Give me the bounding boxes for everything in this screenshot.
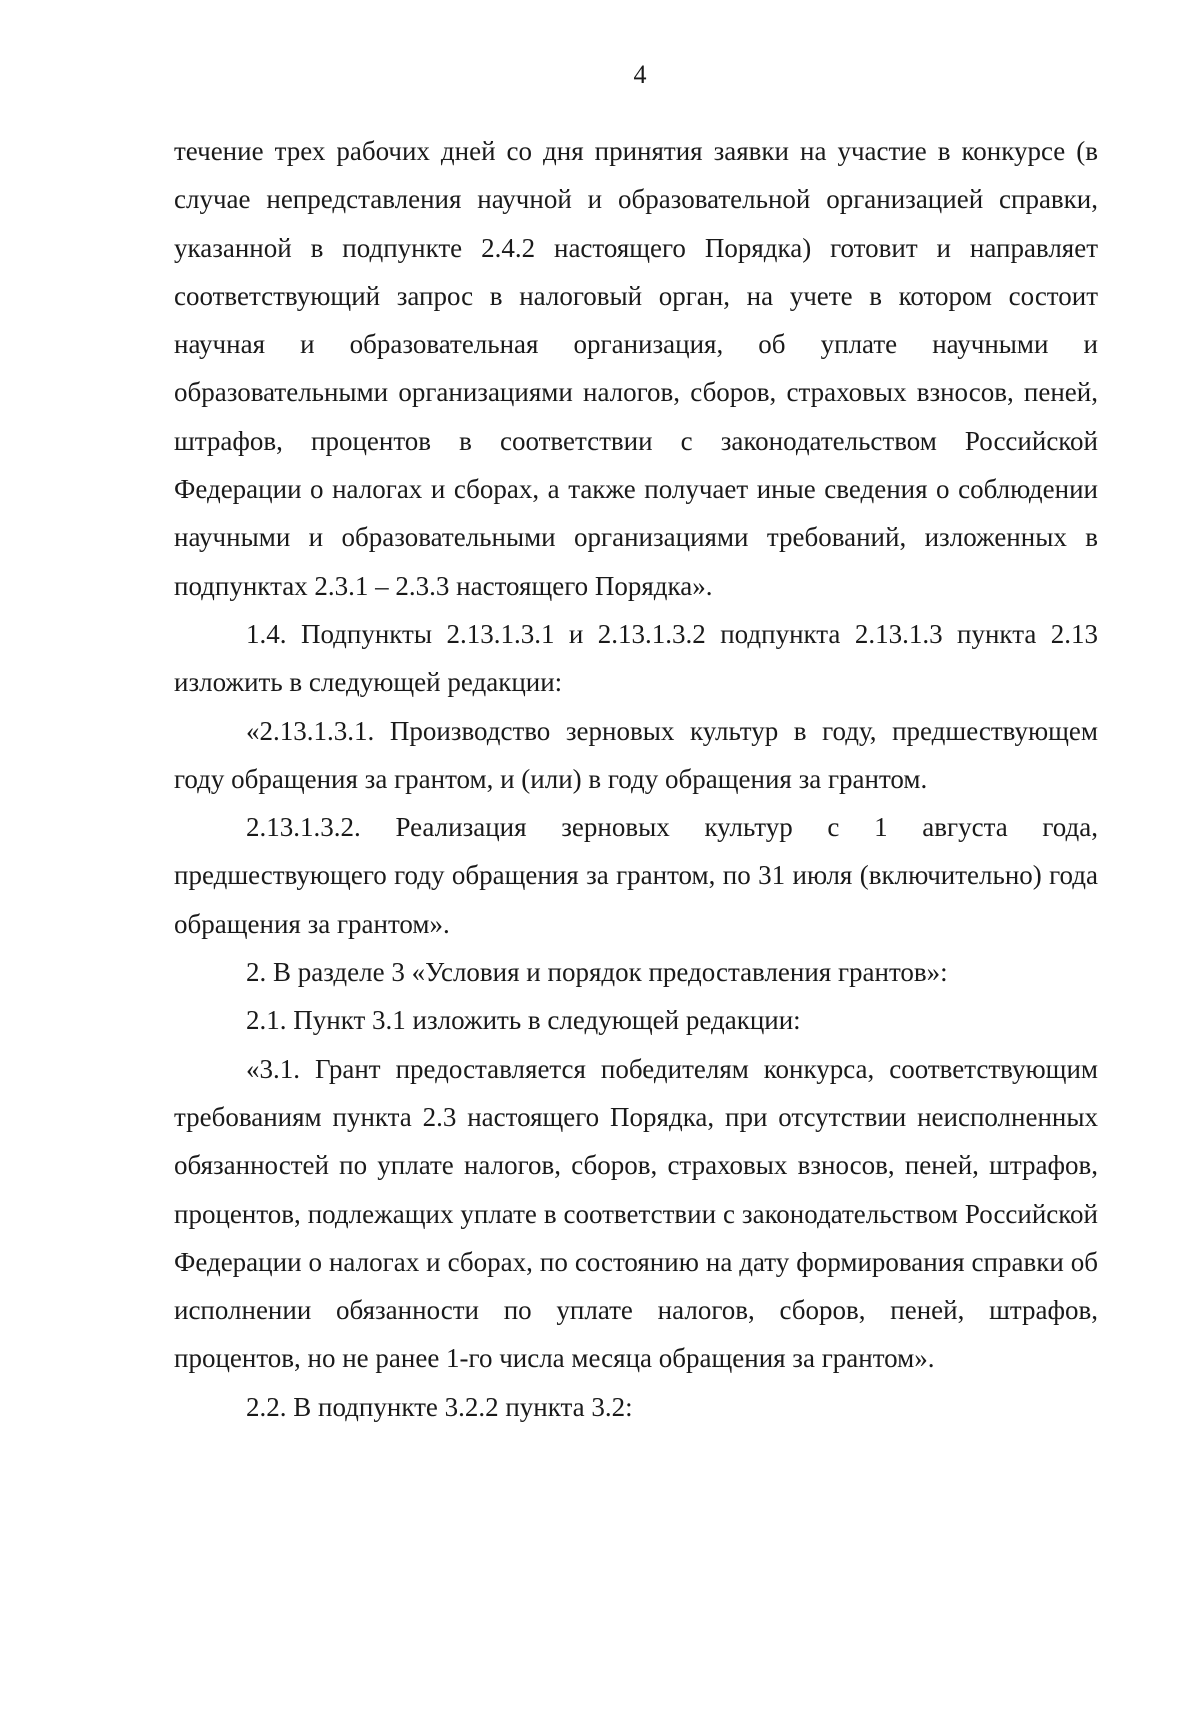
page-number bbox=[40, 60, 1200, 90]
paragraph-2-2: 2.2. В подпункте 3.2.2 пункта 3.2: bbox=[246, 1391, 633, 1422]
document-body bbox=[174, 127, 1098, 1431]
paragraph-3-1: «3.1. Грант предоставляется победителям конкурса, соответствующим требованиям пункта 2.3 настоящего Порядка, при отсутствии неисполненных обязанностей по уплате налогов, сборов, страховых взносов, пеней, штрафов, процентов, подлежащих уплате в соответствии с законодательством Российской Федерации о налогах и сборах, по состоянию на дату формирования справки об исполнении обязанности по уплате налогов, сборов, пеней, штрафов, процентов, но не ранее 1-го числа месяца обращения за грантом». bbox=[174, 1053, 1098, 1374]
paragraph-section-2: 2. В разделе 3 «Условия и порядок предоставления грантов»: bbox=[246, 957, 948, 988]
paragraph-2-13-1-3-1: «2.13.1.3.1. Производство зерновых культур в году, предшествующем году обращения за грантом, и (или) в году обращения за грантом. bbox=[174, 715, 1098, 794]
paragraph-2-1: 2.1. Пункт 3.1 изложить в следующей редакции: bbox=[246, 1005, 801, 1036]
paragraph-1-4: 1.4. Подпункты 2.13.1.3.1 и 2.13.1.3.2 подпункта 2.13.1.3 пункта 2.13 изложить в следующей редакции: bbox=[174, 618, 1098, 698]
paragraph-2-13-1-3-2: 2.13.1.3.2. Реализация зерновых культур с 1 августа года, предшествующего году обращения за грантом, по 31 июля (включительно) года обращения за грантом». bbox=[174, 812, 1098, 939]
paragraph-continuation: течение трех рабочих дней со дня принятия заявки на участие в конкурсе (в случае непредставления научной и образовательной организацией справки, указанной в подпункте 2.4.2 настоящего Порядка) готовит и направляет соответствующий запрос в налоговый орган, на учете в котором состоит научная и образовательная организация, об уплате научными и образовательными организациями налогов, сборов, страховых взносов, пеней, штрафов, процентов в соответствии с законодательством Российской Федерации о налогах и сборах, а также получает иные сведения о соблюдении научными и образовательными организациями требований, изложенных в подпунктах 2.3.1 – 2.3.3 настоящего Порядка». bbox=[174, 136, 1098, 601]
page-number-text: 4 bbox=[633, 60, 647, 89]
